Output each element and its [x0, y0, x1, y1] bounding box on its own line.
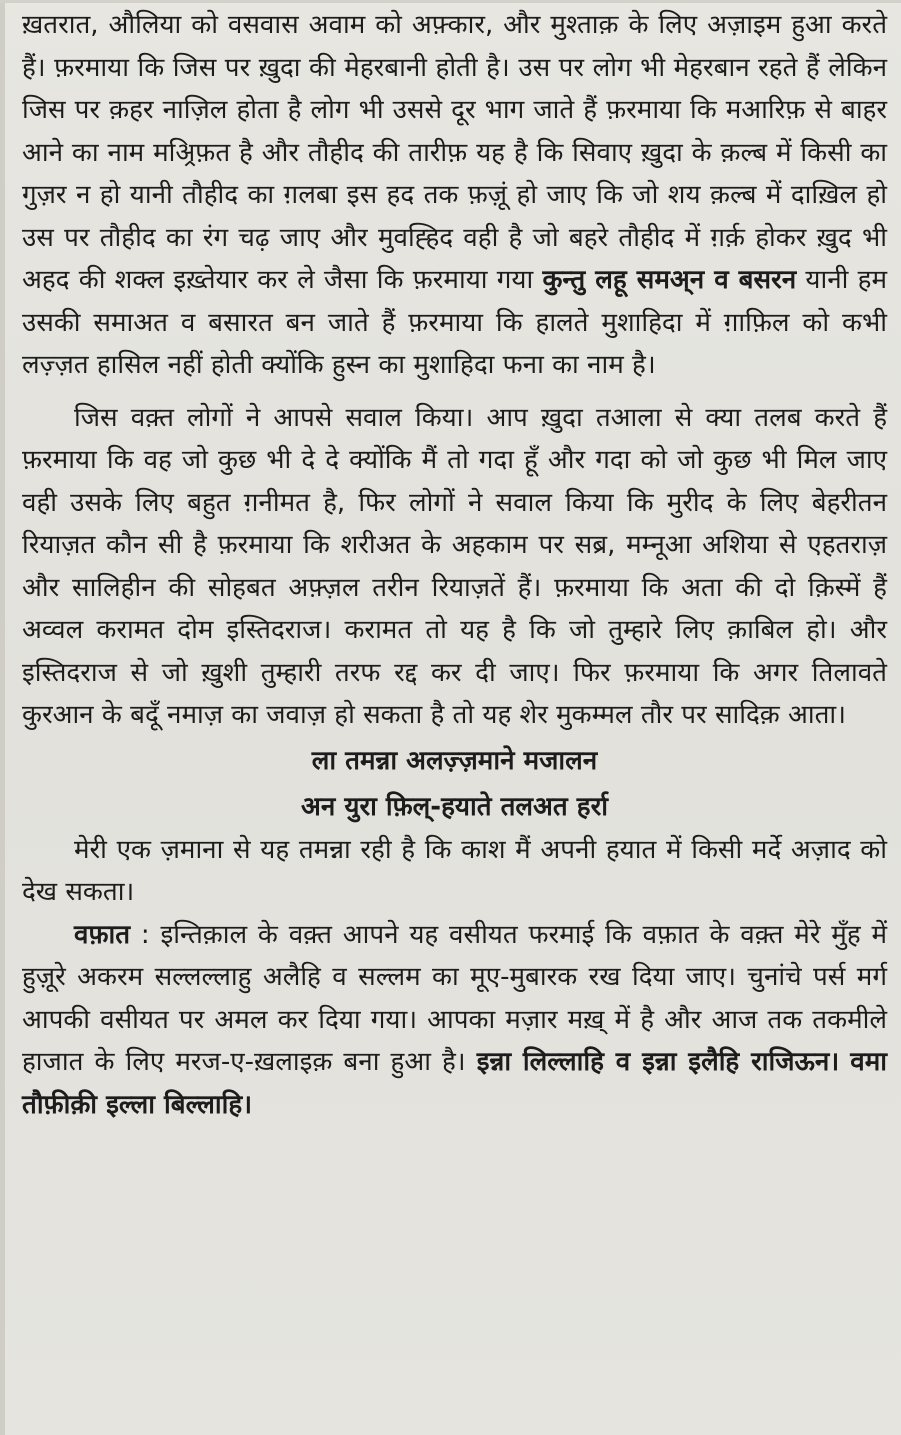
- verse-line-2: अन युरा फ़िल्-हयाते तलअत हर्रा: [301, 791, 608, 822]
- p2-line-8: जो तुम्हारे लिए क़ाबिल हो। और इस्तिदराज से जो ख़ुशी तुम्हारी तरफ रद्द: [22, 615, 888, 688]
- p1-line-after-1: यानी हम उसकी समाअत व बसारत बन जाते हैं फ़रमाया कि हालते: [22, 265, 887, 338]
- p1-line-after-3: मुशाहिदा फना का नाम है।: [413, 350, 656, 380]
- p1-bold-phrase: कुन्तु लहू समअ्न व बसरन: [542, 265, 797, 295]
- page-edge-top: [0, 0, 901, 3]
- p1-line-after-2: मुशाहिदा में ग़ाफ़िल को कभी लज़्ज़त हासिल नहीं होती क्योंकि हुस्न का: [22, 307, 887, 380]
- p4-first-line-rest: : इन्तिक़ाल के वक़्त आपने यह वसीयत फरमाई कि वफ़ात के: [130, 919, 730, 950]
- paragraph-3: [22, 829, 887, 914]
- p2-line-6: और सालिहीन की सोहबत अफ़्ज़ल तरीन रियाज़तें हैं। फ़रमाया कि अता: [22, 572, 723, 603]
- p1-line-2: अज़ाइम हुआ करते हैं। फ़रमाया कि जिस पर ख़ुदा की मेहरबानी होती है।: [22, 10, 888, 83]
- closing-formula: इन्ना लिल्लाहि व इन्ना इलैहि राजिऊन।: [476, 1047, 840, 1077]
- p2-line-5: फ़रमाया कि शरीअत के अहकाम पर सब्र, मम्नूआ अशिया से एहतराज़: [217, 530, 888, 560]
- p1-line-7: कि जो शय क़ल्ब में दाख़िल हो उस पर तौहीद का रंग चढ़ जाए और: [22, 180, 887, 253]
- p1-line-1: ख़तरात, औलिया को वसवास अवाम को अफ़्कार, और मुश्ताक़ के लिए: [22, 10, 698, 40]
- p1-line-5: नाम मअ्रिफ़त है और तौहीद की तारीफ़ यह है कि सिवाए ख़ुदा के क़ल्ब: [107, 137, 768, 168]
- p2-line-3: गदा को जो कुछ भी मिल जाए वही उसके लिए बहुत ग़नीमत है, फिर: [22, 445, 887, 518]
- paragraph-4: [22, 914, 887, 1127]
- p2-line-7: की दो क़िस्में हैं अव्वल करामत दोम इस्तिदराज। करामत तो यह है कि: [22, 572, 887, 645]
- paragraph-2: [22, 397, 887, 737]
- p2-line-4: लोगों ने सवाल किया कि मुरीद के लिए बेहरीतन रियाज़त कौन सी है: [22, 487, 888, 560]
- wafat-heading: वफ़ात: [74, 919, 131, 950]
- p4-line-3: रख दिया जाए। चुनांचे पर्स मर्ग आपकी वसीयत पर अमल कर दिया: [22, 962, 887, 1035]
- p4-line-4: गया। आपका मज़ार मख़् में है और आज तक तकमीले हाजात के लिए: [22, 1004, 887, 1077]
- p1-line-before-bold: इख़्तेयार कर ले जैसा कि फ़रमाया गया: [173, 265, 534, 295]
- p1-line-4: लोग भी उससे दूर भाग जाते हैं फ़रमाया कि मआरिफ़ से बाहर आने का: [22, 95, 887, 168]
- p4-line-2: वक़्त मेरे मुँह में हुज़ूरे अकरम सल्लल्लाहु अलैहि व सल्लम का मूए-मुबारक: [22, 919, 887, 992]
- closing-formula-2: वमा तौफ़ीक़ी इल्ला बिल्लाहि।: [22, 1047, 888, 1120]
- p2-line-10: जवाज़ हो सकता है तो यह शेर मुकम्मल तौर पर सादिक़ आता।: [266, 700, 847, 730]
- page-edge-left: [0, 0, 5, 1435]
- p1-line-3: उस पर लोग भी मेहरबान रहते हैं लेकिन जिस पर क़हर नाज़िल होता है: [22, 52, 888, 125]
- paragraph-1: [22, 4, 887, 387]
- verse-line-1: ला तमन्ना अलज़्ज़माने मजालन: [311, 745, 598, 776]
- p1-line-8: मुवह्हिद वही है जो बहरे तौहीद में ग़र्क़ होकर ख़ुद भी अहद की शक्ल: [22, 222, 887, 295]
- p3-line-2: किसी मर्दे अज़ाद को देख सकता।: [22, 834, 888, 907]
- p3-line-1: मेरी एक ज़माना से यह तमन्ना रही है कि काश मैं अपनी हयात में: [74, 834, 682, 865]
- p2-line-2: तलब करते हैं फ़रमाया कि वह जो कुछ भी दे दे क्योंकि मैं तो गदा हूँ और: [22, 402, 888, 475]
- p4-line-before-bold: मरज-ए-ख़लाइक़ बना हुआ है।: [175, 1047, 466, 1077]
- p2-line-1: जिस वक़्त लोगों ने आपसे सवाल किया। आप ख़ुदा तआला से क्या: [74, 402, 742, 433]
- p2-line-9: कर दी जाए। फिर फ़रमाया कि अगर तिलावते कुरआन के बदूँ नमाज़ का: [22, 657, 887, 730]
- p1-line-6: में किसी का गुज़र न हो यानी तौहीद का ग़लबा इस हद तक फ़ज़ूं हो जाए: [22, 137, 888, 210]
